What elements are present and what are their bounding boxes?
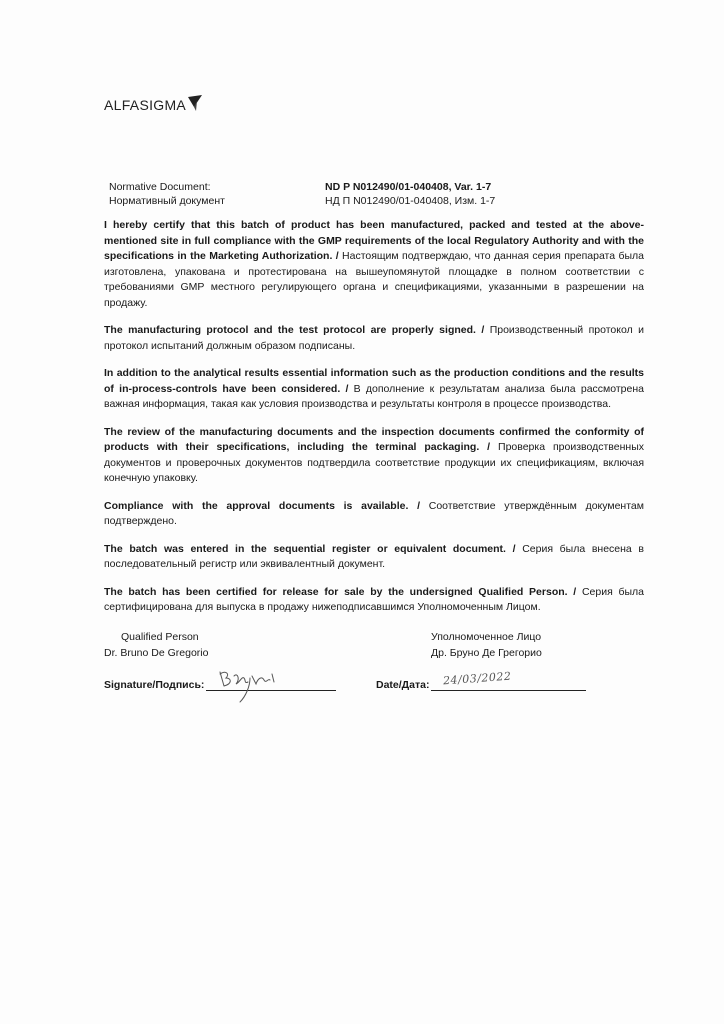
qp-title-ru: Уполномоченное Лицо [431,631,542,643]
alfasigma-mark-icon [187,95,203,111]
qp-name-ru: Др. Бруно Де Грегорио [431,647,542,659]
paragraph-analytical-results: In addition to the analytical results essential information such as the production conditions and the results of in-process-controls have been considered. / В дополнение к результатам анализа была рассмотрена важная информация, такая как условия производства и результаты контроля в процессе производства. [104,367,644,410]
date-line [431,669,586,691]
normative-document-ru [109,194,495,208]
paragraph-release-certified: The batch has been certified for release for sale by the undersigned Qualified Person. / Серия была сертифицирована для выпуска в продажу нижеподписавшимся Уполномоченным Лицом. [104,585,644,613]
handwritten-signature [216,668,306,704]
certification-body [104,218,644,628]
date-field [376,669,586,691]
paragraph-protocols-signed: The manufacturing protocol and the test protocol are properly signed. / Производственный протокол и протокол испытаний должным образом подписаны. [104,324,644,352]
paragraph-gmp-compliance: I hereby certify that this batch of product has been manufactured, packed and tested at the above-mentioned site in full compliance with the GMP requirements of the local Regulatory Authority and with the specifications in the Marketing Authorization. / Настоящим подтверждаю, что данная серия препарата была изготовлена, упакована и протестирована на вышеупомянутой площадке в полном соответствии с требованиями GMP местного регулирующего органа и спецификациями, указанными в разрешении на продажу. [104,219,644,309]
handwritten-date: 24/03/2022 [443,669,513,688]
paragraph-approval-compliance: Compliance with the approval documents is available. / Соответствие утверждённым документам подтверждено. [104,499,644,527]
signature-line [206,676,336,691]
normative-document-label-en: Normative Document: [109,181,211,193]
qualified-person-ru [431,629,542,661]
date-label: Date/Дата: [376,679,430,691]
normative-document-value-ru: НД П N012490/01-040408, Изм. 1-7 [325,195,496,207]
logo-text: ALFASIGMA [104,97,187,113]
paragraph-register-entry: The batch was entered in the sequential register or equivalent document. / Серия была внесена в последовательный регистр или эквивалентный документ. [104,542,644,570]
normative-document-label-ru: Нормативный документ [109,195,225,207]
normative-document-en [109,180,495,194]
signature-field [104,676,336,691]
company-logo [104,95,203,113]
paragraph-documents-review: The review of the manufacturing documents and the inspection documents confirmed the conformity of products with their specifications, including the terminal packaging. / Проверка производственных документов и проверочных документов подтвердила соответствие продукции их спецификациям, включая конечную упаковку. [104,425,644,484]
normative-document-value-en: ND P N012490/01-040408, Var. 1-7 [325,181,492,193]
signature-label: Signature/Подпись: [104,679,205,691]
qualified-person-en [104,629,208,661]
qp-title-en: Qualified Person [121,631,199,643]
normative-document-block [109,180,495,208]
qp-name-en: Dr. Bruno De Gregorio [104,647,209,659]
